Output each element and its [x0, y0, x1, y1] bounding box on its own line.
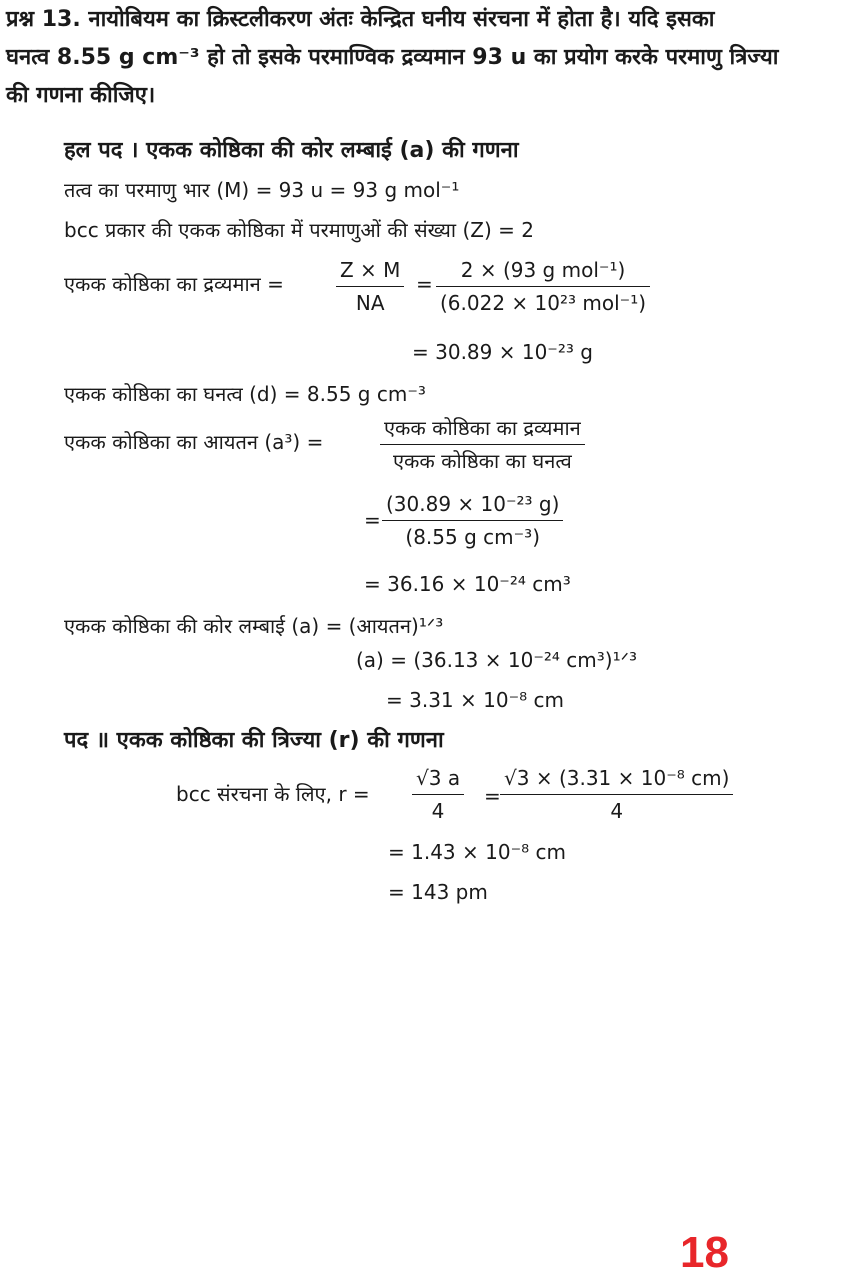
radius-fraction-2	[500, 764, 733, 825]
question-line-1: प्रश्न 13. नायोबियम का क्रिस्टलीकरण अंतः केन्द्रित घनीय संरचना में होता है। यदि इसका	[6, 7, 715, 32]
fraction-bar	[380, 444, 585, 445]
volume-fraction-2	[382, 490, 563, 551]
radius-fraction-1	[412, 764, 464, 825]
mass-frac1-num: Z × M	[340, 258, 401, 282]
radius-frac2-num: √3 × (3.31 × 10⁻⁸ cm)	[504, 766, 730, 790]
volume-frac2-num: (30.89 × 10⁻²³ g)	[386, 492, 560, 516]
fraction-bar	[500, 794, 733, 795]
edge-calc: (a) = (36.13 × 10⁻²⁴ cm³)¹ᐟ³	[356, 648, 638, 672]
mass-frac1-den: NA	[355, 291, 385, 315]
mass-fraction-2	[436, 256, 650, 317]
page-number: 18	[680, 1228, 729, 1277]
density-line: एकक कोष्ठिका का घनत्व (d) = 8.55 g cm⁻³	[64, 382, 426, 406]
question-line-2: घनत्व 8.55 g cm⁻³ हो तो इसके परमाण्विक द्रव्यमान 93 u का प्रयोग करके परमाणु त्रिज्या	[6, 45, 779, 70]
volume-equals: =	[364, 508, 381, 532]
mass-frac2-num: 2 × (93 g mol⁻¹)	[460, 258, 626, 282]
fraction-bar	[436, 286, 650, 287]
mass-fraction-1	[336, 256, 404, 317]
bcc-label: bcc संरचना के लिए, r =	[176, 782, 370, 806]
radius-result-cm: = 1.43 × 10⁻⁸ cm	[388, 840, 566, 864]
fraction-bar	[412, 794, 464, 795]
edge-label: एकक कोष्ठिका की कोर लम्बाई (a) = (आयतन)¹ᐟ³	[64, 614, 444, 638]
radius-equals: =	[484, 784, 501, 808]
step2-heading: पद ॥ एकक कोष्ठिका की त्रिज्या (r) की गणना	[64, 728, 444, 753]
radius-result-pm: = 143 pm	[388, 880, 488, 904]
mass-label: एकक कोष्ठिका का द्रव्यमान =	[64, 272, 284, 296]
volume-frac-num: एकक कोष्ठिका का द्रव्यमान	[384, 416, 581, 440]
mass-result: = 30.89 × 10⁻²³ g	[412, 340, 593, 364]
mass-frac2-den: (6.022 × 10²³ mol⁻¹)	[440, 291, 647, 315]
radius-frac1-den: 4	[431, 799, 445, 823]
edge-result: = 3.31 × 10⁻⁸ cm	[386, 688, 564, 712]
mass-equals: =	[416, 272, 433, 296]
fraction-bar	[382, 520, 563, 521]
atomic-mass-line: तत्व का परमाणु भार (M) = 93 u = 93 g mol⁻¹	[64, 178, 460, 202]
fraction-bar	[336, 286, 404, 287]
volume-label: एकक कोष्ठिका का आयतन (a³) =	[64, 430, 324, 454]
volume-fraction-1	[380, 414, 585, 475]
volume-result: = 36.16 × 10⁻²⁴ cm³	[364, 572, 571, 596]
volume-frac-den: एकक कोष्ठिका का घनत्व	[392, 449, 572, 473]
step1-heading: हल पद । एकक कोष्ठिका की कोर लम्बाई (a) की गणना	[64, 138, 519, 163]
radius-frac1-num: √3 a	[416, 766, 461, 790]
z-count-line: bcc प्रकार की एकक कोष्ठिका में परमाणुओं की संख्या (Z) = 2	[64, 218, 534, 242]
volume-frac2-den: (8.55 g cm⁻³)	[405, 525, 541, 549]
question-line-3: की गणना कीजिए।	[6, 83, 156, 108]
radius-frac2-den: 4	[610, 799, 624, 823]
